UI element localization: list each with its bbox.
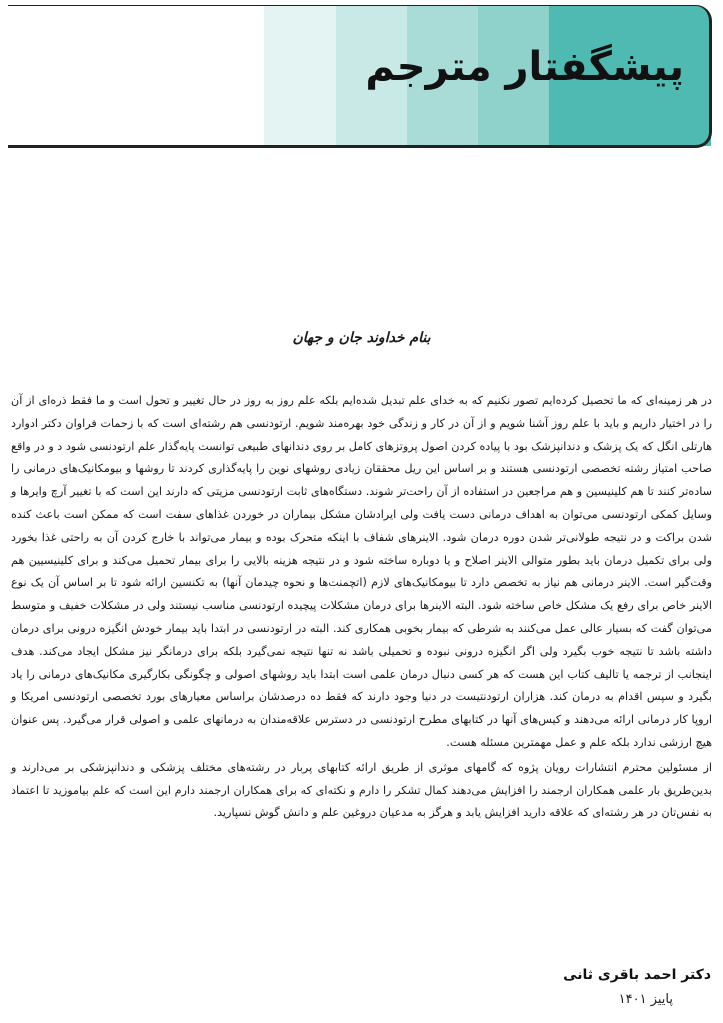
page-title: پیشگفتار مترجم bbox=[365, 44, 684, 90]
signature-block bbox=[563, 964, 711, 1014]
basmala-heading: بنام خداوند جان و جهان bbox=[292, 330, 431, 346]
preface-paragraph: در هر زمینه‌ای که ما تحصیل کرده‌ایم تصور نکنیم که به خدای علم تبدیل شده‌ایم بلکه علم روز به روز در حال تغییر و تحول است و ما فقط ذره‌ای از آن را در اختیار داریم و باید با علم روز آشنا شویم و از آن در کار و زندگی خود بهره‌مند شویم. ارتودنسی هم رشته‌ای است که با زحمات فراوان دکتر ادوارد هارتلی انگل که یک پزشک و دندانپزشک بود با پیاده کردن اصول پروتزهای کامل بر روی دندانهای طبیعی توانست پایه‌گذار علم ارتودنسی شود د و در واقع صاحب امتیاز رشته تخصصی ارتودنسی هستند و بر اساس این ریل محققان زیادی روشهای نوین را پایه‌گذاری کردند تا روشها و بیومکانیک‌های درمانی را ساده‌تر کنند تا هم کلینیسین و هم مراجعین در استفاده از آن راحت‌تر شوند. دستگاه‌های ثابت ارتودنسی مزیتی که دارند این است که با تغییر آرچ وایرها و وسایل کمکی ارتودنسی می‌توان به اهداف درمانی دست یافت ولی ایرادشان مشکل بیماران در خوردن غذاهای سفت است که ممکن است باعث کنده شدن براکت و در نتیجه طولانی‌تر شدن دوره درمان شود. الاینرهای شفاف با اینکه متحرک بوده و بیمار می‌تواند با خارج کردن آن به راحتی غذا بخورد ولی برای تکمیل درمان باید بطور متوالی الاینر اصلاح و یا دوباره ساخته شود و در نتیجه هزینه بالایی را برای بیمار تحمیل می‌کند و برای کلینیسیین هم وقت‌گیر است. الاینر درمانی هم نیاز به تخصص دارد تا بیومکانیک‌های لازم (اتچمنت‌ها و نحوه چیدمان آنها) به تکنسین ارائه شود تا بر اساس آن یک نوع الاینر خاص برای رفع یک مشکل خاص ساخته شود. البته الاینرها برای درمان مشکلات پیچیده ارتودنسی مناسب نیستند ولی در مشکلات خفیف و متوسط می‌توان گفت که بسیار عالی عمل می‌کنند به شرطی که بیمار بخوبی همکاری کند. البته در ارتودنسی در ابتدا باید بیمار خودش انگیزه درونی برای درمان داشته باشد تا نتیجه خوب بگیرد ولی اگر انگیزه درونی نبوده و تحمیلی باشد نه تنها نتیجه نمی‌گیرد بلکه برای درمانگر نیز مشکل ایجاد می‌کند. هدف اینجانب از ترجمه یا تالیف کتاب این هست که هر کسی دنبال درمان علمی است ابتدا باید روشهای اصولی و چگونگی بکارگیری مکانیک‌های درمانی را یاد بگیرد و سپس اقدام به درمان کند. هزاران ارتودنتیست در دنیا وجود دارند که فقط ده درصدشان براساس معیارهای بورد تخصصی ارتودنسی امریکا و اروپا کار درمانی ارائه می‌دهند و کیس‌های آنها در کتابهای مطرح ارتودنسی در دسترس علاقه‌مندان به درمانهای علمی و اصولی قرار می‌گیرد. پس عنوان هیچ ارزشی ندارد بلکه علم و عمل مهمترین مسئله هست. bbox=[11, 394, 712, 749]
preface-body bbox=[11, 390, 712, 825]
author-name: دکتر احمد باقری ثانی bbox=[563, 967, 711, 983]
chapter-header bbox=[8, 5, 714, 149]
signature-date: پاییز ۱۴۰۱ bbox=[618, 992, 673, 1007]
header-color-band bbox=[264, 5, 336, 146]
preface-paragraph: از مسئولین محترم انتشارات رویان پژوه که گامهای موثری از طریق ارائه کتابهای پربار در رشته‌های مختلف پزشکی و دندانپزشکی بر می‌دارند و بدین‌طریق بار علمی همکاران ارجمند را افزایش می‌دهند کمال تشکر را دارم و نکته‌ای که برای همکاران ارجمند دارم این است که علم بیاموزید تا اعتماد به نفس‌تان در هر رشته‌ای که علاقه دارید افزایش یابد و هرگز به مدعیان دروغین علم و دانش گوش نسپارید. bbox=[11, 760, 712, 820]
